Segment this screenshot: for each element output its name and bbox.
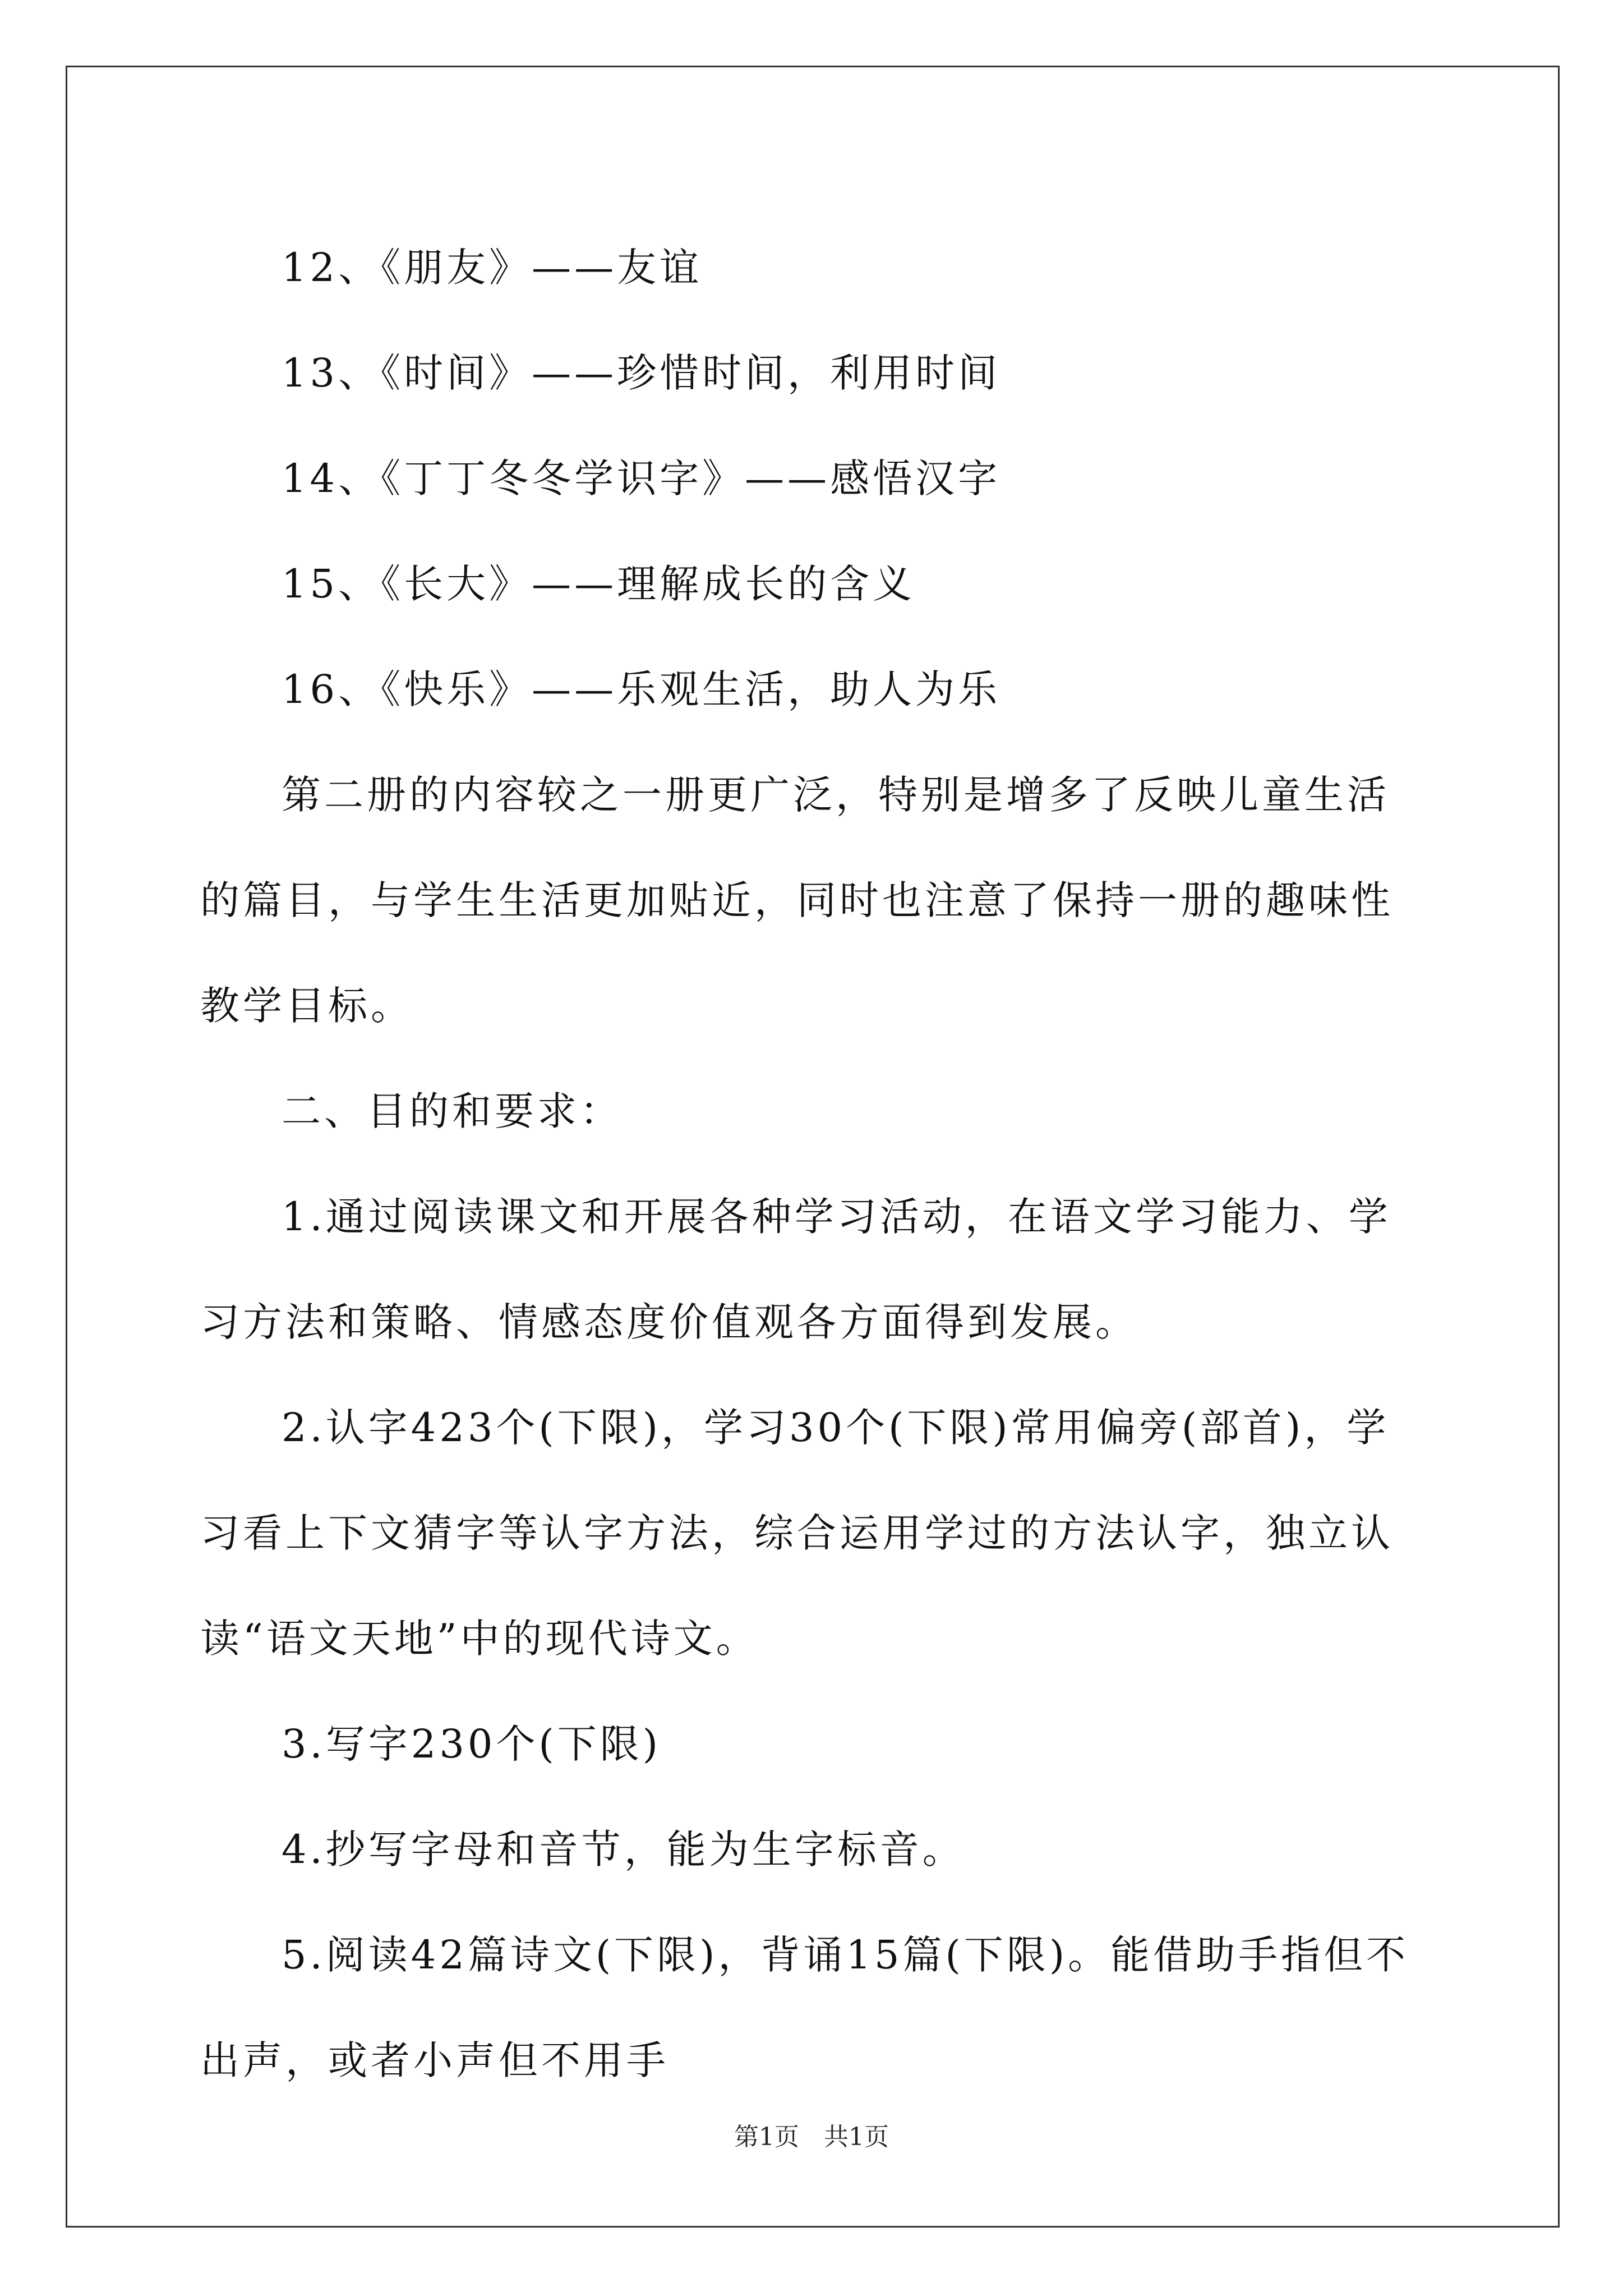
document-body: [200, 215, 1428, 2113]
page-footer: 第1页 共1页: [734, 2123, 889, 2151]
goal-item-1: 1.通过阅读课文和开展各种学习活动，在语文学习能力、学习方法和策略、情感态度价值观各方面得到发展。: [200, 1194, 1391, 1345]
goal-item-3: 3.写字230个(下限): [282, 1721, 662, 1767]
paragraph-book-two-summary: 第二册的内容较之一册更广泛，特别是增多了反映儿童生活的篇目，与学生生活更加贴近，同时也注意了保持一册的趣味性教学目标。: [200, 772, 1394, 1029]
goal-item-2: 2.认字423个(下限)，学习30个(下限)常用偏旁(部首)，学习看上下文猜字等认字方法，综合运用学过的方法认字，独立认读“语文天地”中的现代诗文。: [200, 1405, 1394, 1662]
section-heading-goals: 二、目的和要求：: [282, 1088, 623, 1134]
paragraph-lesson-12: 12、《朋友》——友谊: [282, 245, 703, 291]
paragraph-lesson-13: 13、《时间》——珍惜时间，利用时间: [282, 350, 1001, 396]
goal-item-5: 5.阅读42篇诗文(下限)，背诵15篇(下限)。能借助手指但不出声，或者小声但不用手: [200, 1932, 1409, 2083]
paragraph-lesson-14: 14、《丁丁冬冬学识字》——感悟汉字: [282, 455, 1001, 501]
paragraph-lesson-16: 16、《快乐》——乐观生活，助人为乐: [282, 666, 1001, 712]
paragraph-lesson-15: 15、《长大》——理解成长的含义: [282, 561, 916, 607]
goal-item-4: 4.抄写字母和音节，能为生字标音。: [282, 1826, 965, 1872]
